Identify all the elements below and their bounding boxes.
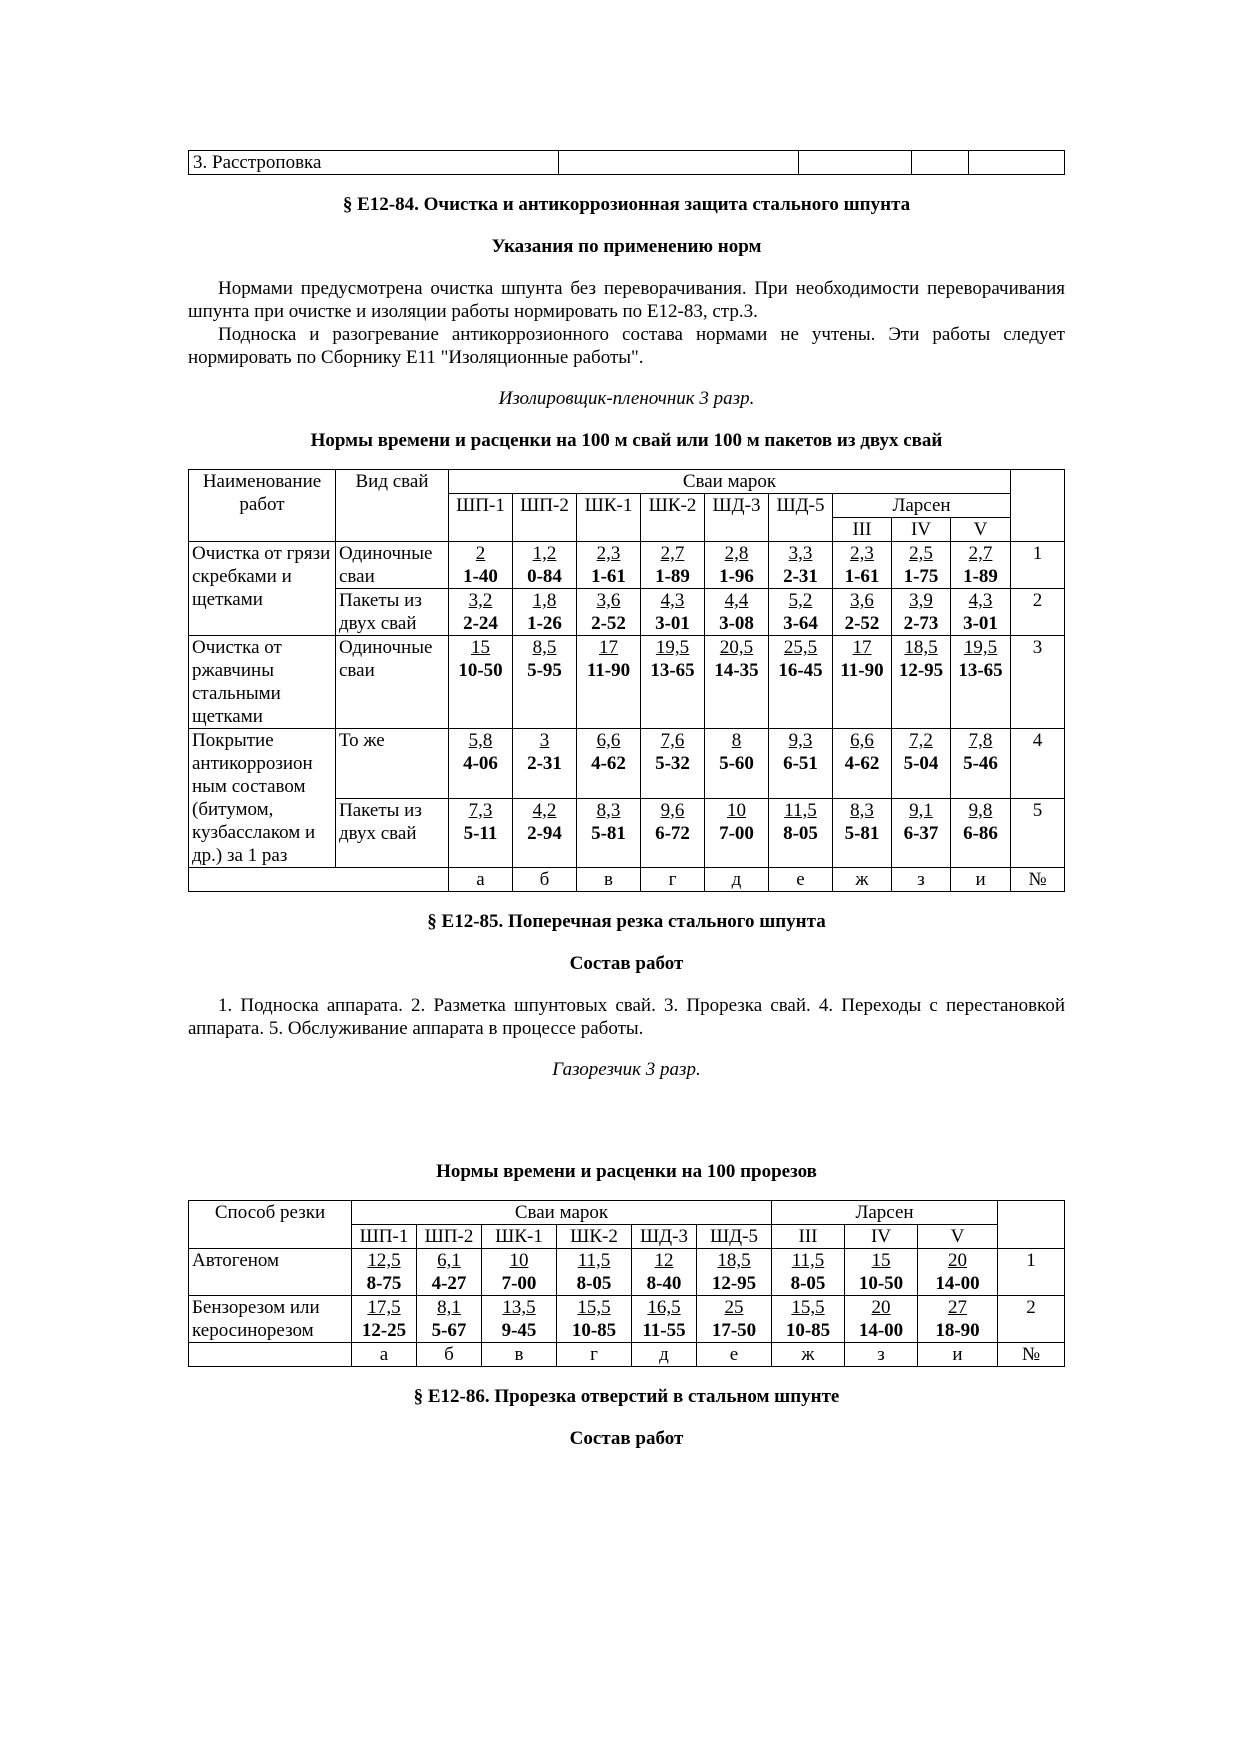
rate: 16-45	[778, 660, 823, 681]
cut-method: Автогеном	[189, 1249, 352, 1296]
value-cell	[705, 798, 769, 868]
time-norm: 5,8	[468, 730, 493, 751]
value-cell	[845, 1296, 918, 1343]
header-marks: Сваи марок	[449, 470, 1011, 494]
rate: 12-95	[898, 660, 944, 681]
value-cell	[577, 798, 641, 868]
time-norm: 17	[599, 637, 618, 658]
header-larsen: Ларсен	[772, 1201, 998, 1225]
rate: 1-89	[963, 566, 998, 587]
rate: 17-50	[711, 1320, 757, 1341]
time-norm: 17,5	[367, 1297, 401, 1318]
time-norm: 9,3	[788, 730, 813, 751]
rate: 4-62	[591, 753, 626, 774]
time-norm: 27	[948, 1297, 968, 1318]
rate: 5-60	[719, 753, 754, 774]
value-cell	[482, 1296, 557, 1343]
time-norm: 19,5	[655, 637, 690, 658]
rate: 1-75	[903, 566, 939, 587]
time-norm: 18,5	[904, 637, 938, 658]
time-norm: 15	[871, 1250, 891, 1271]
rate: 14-35	[714, 660, 759, 681]
time-norm: 10	[509, 1250, 529, 1271]
header-num	[1011, 470, 1065, 542]
rate: 11-90	[586, 660, 631, 681]
time-norm: 1,2	[532, 543, 557, 564]
time-norm: 20,5	[719, 637, 754, 658]
time-norm: 19,5	[963, 637, 998, 658]
row-number: 3	[1011, 636, 1065, 729]
value-cell	[951, 729, 1011, 799]
value-cell	[417, 1249, 482, 1296]
header-num	[998, 1201, 1065, 1249]
value-cell	[769, 542, 833, 589]
table-title: Нормы времени и расценки на 100 прорезов	[436, 1161, 817, 1182]
time-norm: 5,2	[788, 590, 813, 611]
rate: 8-40	[646, 1273, 682, 1294]
rate: 10-50	[458, 660, 503, 681]
column-letter: ж	[833, 868, 892, 892]
rate: 6-37	[903, 822, 939, 844]
rate: 1-89	[655, 566, 690, 587]
time-norm: 7,3	[468, 799, 493, 821]
value-cell	[352, 1296, 417, 1343]
value-cell	[577, 729, 641, 799]
rate: 5-11	[463, 822, 498, 844]
rate: 3-01	[963, 613, 998, 634]
cut-method: Бензорезом или керосинорезом	[189, 1296, 352, 1343]
header-col: III	[772, 1225, 845, 1249]
section-subtitle: Состав работ	[569, 953, 684, 974]
value-cell	[449, 589, 513, 636]
rate: 2-52	[844, 613, 880, 634]
paragraph: Подноска и разогревание антикоррозионного состава нормами не учтены. Эти работы следует нормировать по Сборнику Е11 "Изоляционные работы".	[188, 324, 1065, 368]
time-norm: 9,1	[909, 799, 933, 821]
time-norm: 2,5	[909, 543, 933, 564]
row-number: 5	[1011, 798, 1065, 868]
time-norm: 20	[948, 1250, 968, 1271]
value-cell	[769, 798, 833, 868]
header-name: Наименование работ	[189, 470, 336, 542]
time-norm: 4,3	[660, 590, 685, 611]
pile-kind: Одиночные сваи	[336, 636, 449, 729]
value-cell	[892, 729, 951, 799]
time-norm: 9,6	[660, 799, 685, 821]
time-norm: 2	[475, 543, 486, 564]
time-norm: 3,9	[909, 590, 933, 611]
column-letter: е	[697, 1343, 772, 1367]
table-cell	[189, 1343, 352, 1367]
time-norm: 3,6	[850, 590, 874, 611]
header-col: ШК-1	[482, 1225, 557, 1249]
section-subtitle: Состав работ	[569, 1428, 684, 1449]
rate: 1-96	[719, 566, 754, 587]
row-number: 1	[1011, 542, 1065, 589]
rate: 4-27	[431, 1273, 467, 1294]
value-cell	[697, 1296, 772, 1343]
value-cell	[951, 542, 1011, 589]
column-letter: г	[557, 1343, 632, 1367]
time-norm: 3,3	[788, 543, 813, 564]
document-page	[188, 150, 1065, 1451]
time-norm: 8,3	[850, 799, 874, 821]
time-norm: 2,3	[850, 543, 874, 564]
time-norm: 3	[539, 730, 550, 751]
value-cell	[772, 1296, 845, 1343]
table-cell: 3. Расстроповка	[189, 151, 559, 175]
rate: 13-65	[650, 660, 695, 681]
rate: 12-95	[711, 1273, 757, 1294]
rate: 6-72	[655, 822, 690, 844]
value-cell	[513, 542, 577, 589]
row-number: 2	[1011, 589, 1065, 636]
time-norm: 11,5	[577, 1250, 611, 1271]
value-cell	[513, 729, 577, 799]
rate: 4-06	[463, 753, 498, 774]
value-cell	[705, 729, 769, 799]
rate: 8-75	[366, 1273, 402, 1294]
time-norm: 6,6	[596, 730, 621, 751]
value-cell	[705, 542, 769, 589]
header-marks: Сваи марок	[352, 1201, 772, 1225]
value-cell	[951, 636, 1011, 729]
row-number: 1	[998, 1249, 1065, 1296]
value-cell	[577, 542, 641, 589]
value-cell	[632, 1296, 697, 1343]
time-norm: 13,5	[502, 1297, 536, 1318]
rate: 1-40	[463, 566, 498, 587]
value-cell	[641, 636, 705, 729]
time-norm: 15,5	[791, 1297, 825, 1318]
table-title: Нормы времени и расценки на 100 м свай или 100 м пакетов из двух свай	[310, 430, 943, 451]
time-norm: 8,5	[532, 637, 557, 658]
value-cell	[352, 1249, 417, 1296]
continued-table	[188, 150, 1065, 175]
header-col: ШД-3	[632, 1225, 697, 1249]
time-norm: 15,5	[577, 1297, 611, 1318]
table-cell	[189, 868, 449, 892]
value-cell	[641, 589, 705, 636]
header-larsen: Ларсен	[833, 494, 1011, 518]
value-cell	[892, 542, 951, 589]
column-letter: з	[845, 1343, 918, 1367]
value-cell	[513, 589, 577, 636]
value-cell	[892, 589, 951, 636]
time-norm: 3,6	[596, 590, 621, 611]
column-letter: и	[951, 868, 1011, 892]
rate: 5-32	[655, 753, 690, 774]
header-col: IV	[845, 1225, 918, 1249]
time-norm: 4,4	[724, 590, 749, 611]
header-col: ШК-2	[557, 1225, 632, 1249]
rate: 10-50	[858, 1273, 904, 1294]
value-cell	[641, 542, 705, 589]
rate: 8-05	[790, 1273, 826, 1294]
rate: 2-94	[527, 822, 562, 844]
rate: 5-81	[591, 822, 626, 844]
value-cell	[772, 1249, 845, 1296]
value-cell	[892, 798, 951, 868]
column-letter: д	[632, 1343, 697, 1367]
header-col: ШД-5	[769, 494, 833, 542]
pile-kind: Пакеты из двух свай	[336, 798, 449, 868]
time-norm: 1,8	[532, 590, 557, 611]
time-norm: 18,5	[717, 1250, 751, 1271]
value-cell	[892, 636, 951, 729]
value-cell	[513, 798, 577, 868]
time-norm: 15	[471, 637, 490, 658]
section-title: § Е12-85. Поперечная резка стального шпунта	[427, 911, 826, 932]
header-col: ШД-5	[697, 1225, 772, 1249]
header-method: Способ резки	[189, 1201, 352, 1249]
value-cell	[833, 589, 892, 636]
rate: 5-67	[431, 1320, 467, 1341]
section-title: § Е12-84. Очистка и антикоррозионная защита стального шпунта	[342, 194, 911, 215]
column-letter: в	[482, 1343, 557, 1367]
column-letter: в	[577, 868, 641, 892]
time-norm: 16,5	[647, 1297, 681, 1318]
rate: 6-86	[963, 822, 998, 844]
time-norm: 2,7	[660, 543, 685, 564]
header-kind: Вид свай	[336, 470, 449, 542]
pile-kind: То же	[336, 729, 449, 799]
value-cell	[918, 1249, 998, 1296]
value-cell	[951, 589, 1011, 636]
header-col: ШП-1	[449, 494, 513, 542]
rate: 3-08	[719, 613, 754, 634]
rate: 2-52	[591, 613, 626, 634]
column-letter: б	[513, 868, 577, 892]
time-norm: 12,5	[367, 1250, 401, 1271]
rate: 2-31	[527, 753, 562, 774]
value-cell	[833, 636, 892, 729]
column-letter: и	[918, 1343, 998, 1367]
time-norm: 4,3	[968, 590, 993, 611]
rate: 3-01	[655, 613, 690, 634]
value-cell	[769, 589, 833, 636]
header-col: ШП-1	[352, 1225, 417, 1249]
time-norm: 6,6	[850, 730, 874, 751]
value-cell	[769, 729, 833, 799]
work-name: Очистка от грязи скребками и щетками	[189, 542, 336, 636]
value-cell	[577, 636, 641, 729]
value-cell	[449, 636, 513, 729]
column-letter: б	[417, 1343, 482, 1367]
value-cell	[641, 798, 705, 868]
time-norm: 3,2	[468, 590, 493, 611]
value-cell	[449, 542, 513, 589]
time-norm: 2,7	[968, 543, 993, 564]
time-norm: 20	[871, 1297, 891, 1318]
worker-caption: Изолировщик-пленочник 3 разр.	[498, 388, 755, 409]
time-norm: 9,8	[968, 799, 993, 821]
value-cell	[705, 589, 769, 636]
time-norm: 17	[852, 637, 872, 658]
value-cell	[833, 729, 892, 799]
value-cell	[513, 636, 577, 729]
number-sign: №	[998, 1343, 1065, 1367]
rate: 11-55	[642, 1320, 686, 1341]
header-col: IV	[892, 518, 951, 542]
rate: 0-84	[527, 566, 562, 587]
pile-kind: Пакеты из двух свай	[336, 589, 449, 636]
time-norm: 7,8	[968, 730, 993, 751]
paragraph: Нормами предусмотрена очистка шпунта без переворачивания. При необходимости переворачивания шпунта при очистке и изоляции работы нормировать по Е12-83, стр.3.	[188, 278, 1065, 322]
column-letter: е	[769, 868, 833, 892]
value-cell	[951, 798, 1011, 868]
value-cell	[845, 1249, 918, 1296]
value-cell	[697, 1249, 772, 1296]
time-norm: 8	[731, 730, 742, 751]
rate: 2-24	[463, 613, 498, 634]
section-title: § Е12-86. Прорезка отверстий в стальном шпунте	[413, 1386, 840, 1407]
column-letter: а	[352, 1343, 417, 1367]
column-letter: г	[641, 868, 705, 892]
work-name: Покрытие антикоррозион ным составом (битумом, кузбасслаком и др.) за 1 раз	[189, 729, 336, 868]
value-cell	[705, 636, 769, 729]
value-cell	[833, 798, 892, 868]
rate: 10-85	[571, 1320, 617, 1341]
rate: 1-61	[591, 566, 626, 587]
time-norm: 12	[654, 1250, 674, 1271]
rate: 8-05	[783, 822, 818, 844]
time-norm: 6,1	[437, 1250, 461, 1271]
time-norm: 10	[727, 799, 746, 821]
header-col: ШП-2	[417, 1225, 482, 1249]
pile-kind: Одиночные сваи	[336, 542, 449, 589]
time-norm: 2,3	[596, 543, 621, 564]
rate: 5-95	[527, 660, 562, 681]
value-cell	[449, 729, 513, 799]
rate: 14-00	[935, 1273, 980, 1294]
value-cell	[632, 1249, 697, 1296]
worker-caption: Газорезчик 3 разр.	[552, 1059, 701, 1080]
time-norm: 2,8	[724, 543, 749, 564]
rate: 2-31	[783, 566, 818, 587]
header-col: ШД-3	[705, 494, 769, 542]
value-cell	[641, 729, 705, 799]
rate: 9-45	[501, 1320, 537, 1341]
number-sign: №	[1011, 868, 1065, 892]
value-cell	[417, 1296, 482, 1343]
column-letter: ж	[772, 1343, 845, 1367]
time-norm: 25,5	[783, 637, 818, 658]
time-norm: 8,1	[437, 1297, 461, 1318]
column-letter: д	[705, 868, 769, 892]
rate: 2-73	[903, 613, 939, 634]
value-cell	[557, 1249, 632, 1296]
rate: 1-26	[527, 613, 562, 634]
header-col: V	[951, 518, 1011, 542]
rate: 12-25	[361, 1320, 407, 1341]
time-norm: 8,3	[596, 799, 621, 821]
value-cell	[482, 1249, 557, 1296]
rate: 5-04	[903, 753, 939, 774]
time-norm: 4,2	[532, 799, 557, 821]
header-col: ШП-2	[513, 494, 577, 542]
value-cell	[449, 798, 513, 868]
paragraph: 1. Подноска аппарата. 2. Разметка шпунтовых свай. 3. Прорезка свай. 4. Переходы с перестановкой аппарата. 5. Обслуживание аппарата в процессе работы.	[188, 995, 1065, 1039]
time-norm: 7,2	[909, 730, 933, 751]
value-cell	[557, 1296, 632, 1343]
value-cell	[833, 542, 892, 589]
header-col: III	[833, 518, 892, 542]
value-cell	[918, 1296, 998, 1343]
value-cell	[577, 589, 641, 636]
rate: 7-00	[501, 1273, 537, 1294]
row-number: 4	[1011, 729, 1065, 799]
header-col: ШК-2	[641, 494, 705, 542]
column-letter: з	[892, 868, 951, 892]
rate: 10-85	[785, 1320, 831, 1341]
rate: 1-61	[844, 566, 880, 587]
rate: 3-64	[783, 613, 818, 634]
section-subtitle: Указания по применению норм	[491, 236, 762, 257]
value-cell	[769, 636, 833, 729]
rate: 7-00	[719, 822, 754, 844]
header-col: ШК-1	[577, 494, 641, 542]
rate: 6-51	[783, 753, 818, 774]
time-norm: 11,5	[784, 799, 817, 821]
rate: 8-05	[576, 1273, 612, 1294]
rate: 4-62	[844, 753, 880, 774]
norms-table-85	[188, 1200, 1065, 1367]
row-number: 2	[998, 1296, 1065, 1343]
time-norm: 11,5	[791, 1250, 825, 1271]
rate: 18-90	[935, 1320, 980, 1341]
rate: 11-90	[840, 660, 884, 681]
rate: 13-65	[958, 660, 1003, 681]
time-norm: 7,6	[660, 730, 685, 751]
header-col: V	[918, 1225, 998, 1249]
rate: 14-00	[858, 1320, 904, 1341]
time-norm: 25	[724, 1297, 744, 1318]
rate: 5-81	[844, 822, 880, 844]
norms-table-84	[188, 469, 1065, 892]
work-name: Очистка от ржавчины стальными щетками	[189, 636, 336, 729]
rate: 5-46	[963, 753, 998, 774]
column-letter: а	[449, 868, 513, 892]
